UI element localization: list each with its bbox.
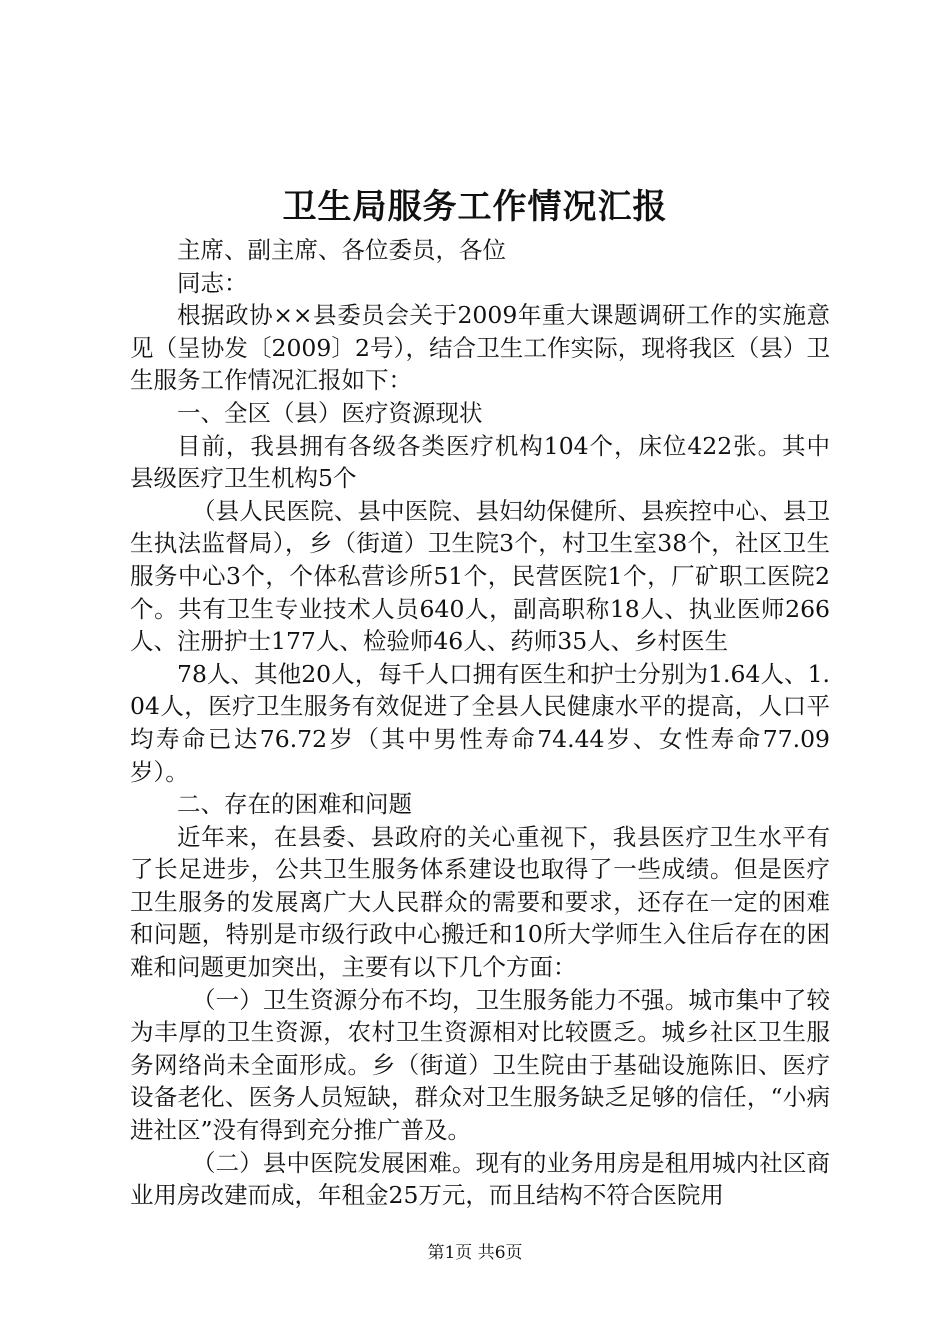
salutation-line: 主席、副主席、各位委员，各位 [177, 236, 506, 264]
page-number-footer: 第1页 共6页 [427, 1243, 523, 1263]
problem-2-paragraph: （二）县中医院发展困难。现有的业务用房是租用城内社区商业用房改建而成，年租金25万元，而且结构不符合医院用 [130, 1148, 830, 1210]
section-heading-2: 二、存在的困难和问题 [177, 790, 412, 819]
problems-intro-paragraph: 近年来，在县委、县政府的关心重视下，我县医疗卫生水平有了长足进步，公共卫生服务体系建设也取得了一些成绩。但是医疗卫生服务的发展离广大人民群众的需要和要求，还存在一定的困难和问题，特别是市级行政中心搬迁和10所大学师生入住后存在的困难和问题更加突出，主要有以下几个方面： [130, 822, 830, 982]
salutation-continuation: 同志： [177, 268, 248, 297]
intro-paragraph: 根据政协××县委员会关于2009年重大课题调研工作的实施意见（呈协发〔2009〕2号），结合卫生工作实际，现将我区（县）卫生服务工作情况汇报如下： [130, 301, 830, 395]
section-heading-1: 一、全区（县）医疗资源现状 [177, 398, 483, 427]
resources-paragraph: 目前，我县拥有各级各类医疗机构104个，床位422张。其中县级医疗卫生机构5个 [130, 431, 830, 493]
problem-1-paragraph: （一）卫生资源分布不均，卫生服务能力不强。城市集中了较为丰厚的卫生资源，农村卫生资源相对比较匮乏。城乡社区卫生服务网络尚未全面形成。乡（街道）卫生院由于基础设施陈旧、医疗设备老化、医务人员短缺，群众对卫生服务缺乏足够的信任，“小病进社区”没有得到充分推广普及。 [130, 985, 830, 1145]
institutions-paragraph: （县人民医院、县中医院、县妇幼保健所、县疾控中心、县卫生执法监督局），乡（街道）卫生院3个，村卫生室38个，社区卫生服务中心3个，个体私营诊所51个，民营医院1个，厂矿职工医院2个。共有卫生专业技术人员640人，副高职称18人、执业医师266人、注册护士177人、检验师46人、药师35人、乡村医生 [130, 496, 830, 656]
personnel-paragraph: 78人、其他20人，每千人口拥有医生和护士分别为1.64人、1.04人，医疗卫生服务有效促进了全县人民健康水平的提高，人口平均寿命已达76.72岁（其中男性寿命74.44岁、女性寿命77.09岁）。 [130, 659, 830, 786]
document-body [130, 234, 830, 1212]
document-title: 卫生局服务工作情况汇报 [282, 187, 668, 227]
